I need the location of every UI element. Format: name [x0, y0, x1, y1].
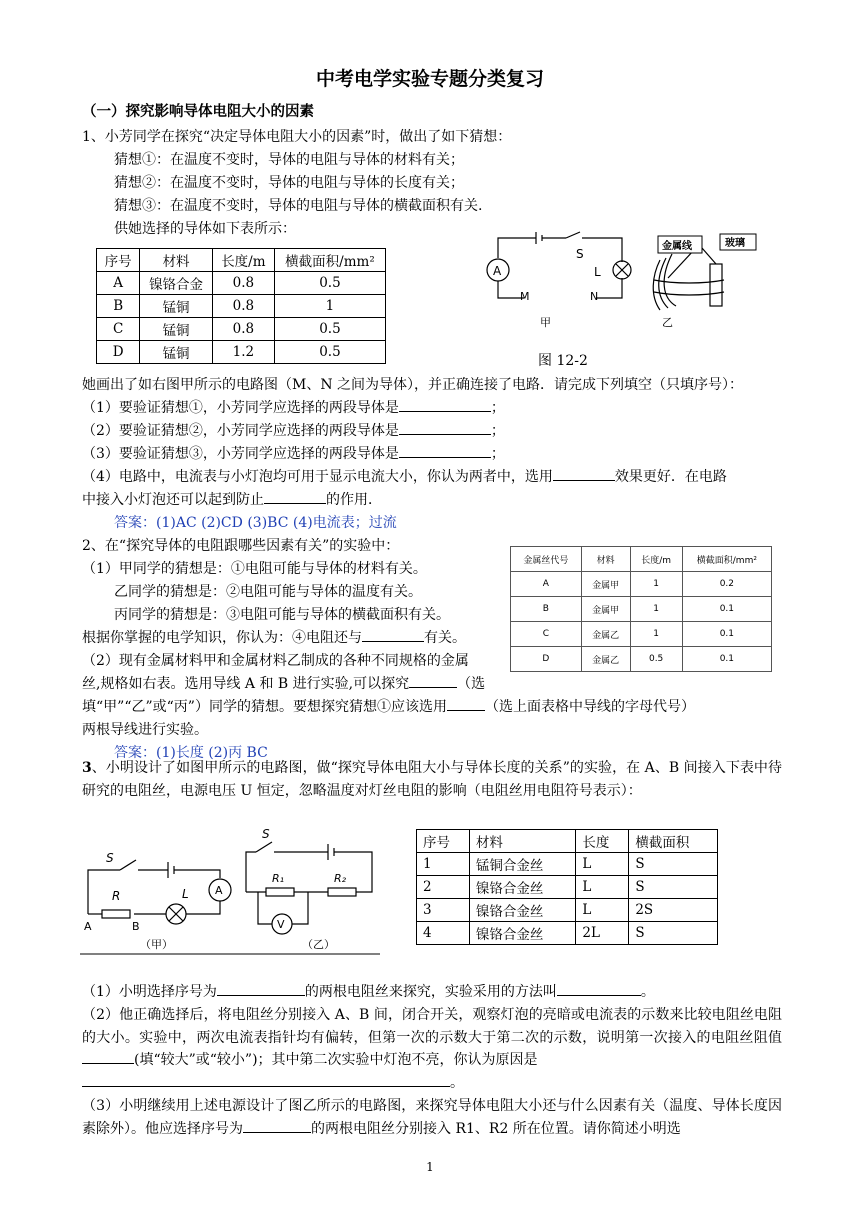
answer-blank[interactable]	[82, 1072, 450, 1087]
answer-blank[interactable]	[217, 981, 305, 996]
figure-12-2	[484, 218, 774, 368]
table-cell: 2	[417, 876, 470, 899]
table-cell: 2L	[576, 922, 629, 945]
q1-part4	[82, 466, 727, 486]
section-heading: （一）探究影响导体电阻大小的因素	[82, 103, 314, 120]
table-cell: B	[97, 295, 140, 318]
q3-part1	[82, 981, 655, 1001]
q3-number: 3	[82, 760, 92, 776]
answer-blank[interactable]	[399, 397, 491, 412]
table-header: 长度/m	[212, 249, 274, 272]
table-cell: C	[97, 318, 140, 341]
table-cell: 金属乙	[581, 647, 630, 672]
q3-table	[416, 829, 718, 945]
table-cell: 锰铜	[140, 295, 213, 318]
q3-yi-V: V	[277, 918, 285, 931]
q3-A-label: A	[84, 920, 92, 933]
q3-jia-R: R	[112, 889, 121, 903]
table-row	[511, 647, 772, 672]
m-label: M	[520, 290, 530, 303]
answer-blank[interactable]	[362, 627, 424, 642]
part-text: 丝,规格如右表。选用导线 A 和 B 进行实验,可以探究	[82, 676, 410, 692]
table-row	[511, 597, 772, 622]
figure-q3-circuits	[80, 822, 390, 962]
switch-label: S	[576, 247, 584, 261]
table-header: 长度	[576, 830, 629, 853]
part-text: 。	[450, 1074, 464, 1091]
part-text: （2）要验证猜想②，小芳同学应选择的两段导体是	[82, 423, 399, 439]
q2-line8: 两根导线进行实验。	[82, 722, 208, 738]
table-cell: 金属甲	[581, 572, 630, 597]
table-row	[417, 899, 718, 922]
q1-guess-2: 猜想②：在温度不变时，导体的电阻与导体的长度有关；	[114, 175, 464, 191]
table-cell: 0.5	[274, 318, 385, 341]
part-text: 根据你掌握的电学知识，你认为：④电阻还与	[82, 630, 362, 646]
table-cell: A	[97, 272, 140, 295]
q2-line6	[82, 673, 485, 693]
q2-answer: 答案：(1)长度 (2)丙 BC	[114, 745, 268, 761]
table-header: 材料	[140, 249, 213, 272]
table-cell: 1	[630, 597, 682, 622]
table-header: 金属丝代号	[511, 547, 582, 572]
table-cell: D	[97, 341, 140, 364]
table-cell: 镍铬合金丝	[469, 922, 576, 945]
table-header-row	[97, 249, 386, 272]
part-text: （3）小明继续用上述电源设计了图乙所示的电路图，来探究导体电阻大小还与什么因素有关（温度、导体长度因素除外）。他应选择序号为	[82, 1098, 782, 1137]
punct: ；	[490, 400, 505, 416]
table-cell: 0.1	[682, 647, 771, 672]
part-text: （2）他正确选择后，将电阻丝分别接入 A、B 间，闭合开关，观察灯泡的亮暗或电流表的示数来比较电阻丝电阻的大小。实验中，两次电流表指针均有偏转，但第一次的示数大于第二次的示数，说明第一次接入的电阻丝阻值	[82, 1007, 782, 1046]
answer-blank[interactable]	[399, 443, 491, 458]
table-cell: 0.1	[682, 597, 771, 622]
table-header: 序号	[97, 249, 140, 272]
table-cell: S	[629, 876, 718, 899]
q3-stem	[82, 757, 782, 802]
table-header-row	[417, 830, 718, 853]
table-cell: 0.5	[274, 341, 385, 364]
q3-jia-S: S	[106, 851, 114, 865]
table-header: 序号	[417, 830, 470, 853]
q3-yi-R1: R₁	[272, 872, 285, 885]
part-text: (填“较大”或“较小”)；其中第二次实验中灯泡不亮，你认为原因是	[134, 1052, 538, 1068]
table-cell: 1	[630, 622, 682, 647]
q1-part4-cont	[82, 489, 382, 509]
table-row	[97, 272, 386, 295]
answer-blank[interactable]	[447, 696, 485, 711]
table-row	[97, 341, 386, 364]
q1-guess-3: 猜想③：在温度不变时，导体的电阻与导体的横截面积有关.	[114, 198, 483, 214]
table-header: 横截面积/mm²	[682, 547, 771, 572]
table-cell: 锰铜	[140, 318, 213, 341]
answer-blank[interactable]	[399, 420, 491, 435]
part-text: （4）电路中，电流表与小灯泡均可用于显示电流大小，你认为两者中，选用	[82, 469, 553, 485]
q3-yi-S: S	[262, 827, 270, 841]
answer-blank[interactable]	[553, 466, 615, 481]
table-cell: L	[576, 876, 629, 899]
page-title: 中考电学实验专题分类复习	[315, 68, 544, 90]
circuit-yi	[246, 842, 372, 934]
table-row	[417, 922, 718, 945]
part-text: 的两根电阻丝来探究，实验采用的方法叫	[304, 984, 557, 1000]
table-cell: L	[576, 899, 629, 922]
q1-answer: 答案：(1)AC (2)CD (3)BC (4)电流表；过流	[114, 515, 397, 531]
table-cell: A	[511, 572, 582, 597]
table-header: 横截面积	[629, 830, 718, 853]
part-text: （选	[457, 676, 486, 692]
lamp-label: L	[594, 265, 601, 279]
part-text: 有关。	[424, 630, 466, 646]
table-cell: 1.2	[212, 341, 274, 364]
part-text: 的两根电阻丝分别接入 R1、R2 所在位置。请你简述小明选	[311, 1120, 681, 1137]
glass-label: 玻璃	[725, 238, 745, 249]
q1-supply: 供她选择的导体如下表所示：	[114, 221, 296, 237]
circuit-jia	[487, 232, 631, 298]
punct: ；	[490, 423, 505, 439]
fig-yi-label: 乙	[662, 316, 673, 329]
table-row	[97, 318, 386, 341]
table-header: 长度/m	[630, 547, 682, 572]
table-header: 材料	[469, 830, 576, 853]
table-row	[417, 876, 718, 899]
table-cell: 0.2	[682, 572, 771, 597]
table-cell: 1	[417, 853, 470, 876]
q3-jia-L: L	[182, 887, 189, 901]
q1-drew: 她画出了如右图甲所示的电路图（M、N 之间为导体），并正确连接了电路．请完成下列填空（只填序号）：	[82, 377, 744, 393]
table-cell: 0.5	[630, 647, 682, 672]
part-text: （1）小明选择序号为	[82, 984, 217, 1000]
q3-yi-caption: （乙）	[302, 938, 335, 951]
part-text: （3）要验证猜想③，小芳同学应选择的两段导体是	[82, 446, 399, 462]
figure-caption: 图 12-2	[538, 353, 588, 369]
circuit-jia	[88, 860, 231, 924]
part-text: 填“甲”“乙”或“丙”）同学的猜想。要想探究猜想①应该选用	[82, 699, 447, 715]
q1-part3	[82, 443, 505, 463]
answer-blank[interactable]	[243, 1118, 311, 1133]
table-cell: 4	[417, 922, 470, 945]
q3-B-label: B	[132, 920, 140, 933]
table-cell: 0.1	[682, 622, 771, 647]
table-cell: 镍铬合金丝	[469, 899, 576, 922]
table-cell: 0.8	[212, 295, 274, 318]
n-label: N	[590, 290, 599, 303]
table-cell: 0.8	[212, 318, 274, 341]
q2-line3: 丙同学的猜想是：③电阻可能与导体的横截面积有关。	[114, 607, 450, 623]
table-cell: 0.8	[212, 272, 274, 295]
table-cell: 2S	[629, 899, 718, 922]
table-header: 材料	[581, 547, 630, 572]
q2-line7	[82, 696, 695, 716]
q1-guess-1: 猜想①：在温度不变时，导体的电阻与导体的材料有关；	[114, 152, 464, 168]
ammeter-symbol: A	[493, 264, 502, 278]
table-row	[97, 295, 386, 318]
table-cell: 锰铜合金丝	[469, 853, 576, 876]
table-cell: 镍铬合金丝	[469, 876, 576, 899]
q1-part1	[82, 397, 505, 417]
table-header-row	[511, 547, 772, 572]
table-cell: 金属乙	[581, 622, 630, 647]
table-cell: C	[511, 622, 582, 647]
q3-stem-text: 、小明设计了如图甲所示的电路图，做“探究导体电阻大小与导体长度的关系”的实验，在 A、B 间接入下表中待研究的电阻丝，电源电压 U 恒定，忽略温度对灯丝电阻的影响（电阻丝用电阻符号表示）：	[82, 760, 782, 799]
page-number: 1	[426, 1160, 434, 1174]
table-cell: 镍铬合金	[140, 272, 213, 295]
table-row	[511, 622, 772, 647]
q2-line4	[82, 627, 466, 647]
table-cell: 1	[630, 572, 682, 597]
table-cell: B	[511, 597, 582, 622]
table-cell: 金属甲	[581, 597, 630, 622]
part-text: （1）要验证猜想①，小芳同学应选择的两段导体是	[82, 400, 399, 416]
answer-blank[interactable]	[409, 673, 457, 688]
table-cell: L	[576, 853, 629, 876]
table-header: 横截面积/mm²	[274, 249, 385, 272]
q2-line5: （2）现有金属材料甲和金属材料乙制成的各种不同规格的金属	[82, 653, 469, 669]
q3-jia-caption: （甲）	[140, 938, 173, 951]
part-text: 的作用．	[326, 492, 382, 508]
wire-glass-drawing	[653, 248, 724, 310]
q1-stem: 1、小芳同学在探究“决定导体电阻大小的因素”时，做出了如下猜想：	[82, 129, 512, 145]
punct: ；	[490, 446, 505, 462]
table-cell: 0.5	[274, 272, 385, 295]
q3-jia-A: A	[215, 884, 223, 897]
answer-blank[interactable]	[82, 1049, 134, 1064]
table-row	[511, 572, 772, 597]
answer-blank[interactable]	[264, 489, 326, 504]
q3-part2	[82, 1004, 782, 1094]
q3-part3	[82, 1095, 782, 1140]
q1-part2	[82, 420, 505, 440]
q1-table	[96, 248, 386, 364]
table-cell: 锰铜	[140, 341, 213, 364]
q2-table	[510, 546, 772, 672]
table-cell: 3	[417, 899, 470, 922]
part-text: 效果更好．在电路	[614, 469, 727, 485]
part-text: （选上面表格中导线的字母代号）	[484, 699, 695, 715]
fig-jia-label: 甲	[540, 316, 551, 329]
q3-yi-R2: R₂	[334, 872, 347, 885]
table-cell: S	[629, 853, 718, 876]
table-row	[417, 853, 718, 876]
wire-label: 金属线	[662, 241, 692, 252]
part-text: 。	[640, 984, 655, 1000]
q2-line2: 乙同学的猜想是：②电阻可能与导体的温度有关。	[114, 584, 422, 600]
table-cell: 1	[274, 295, 385, 318]
table-cell: S	[629, 922, 718, 945]
q2-stem: 2、在“探究导体的电阻跟哪些因素有关”的实验中：	[82, 538, 400, 554]
q2-line1: （1）甲同学的猜想是：①电阻可能与导体的材料有关。	[82, 561, 427, 577]
part-text: 中接入小灯泡还可以起到防止	[82, 492, 264, 508]
answer-blank[interactable]	[557, 981, 641, 996]
table-cell: D	[511, 647, 582, 672]
